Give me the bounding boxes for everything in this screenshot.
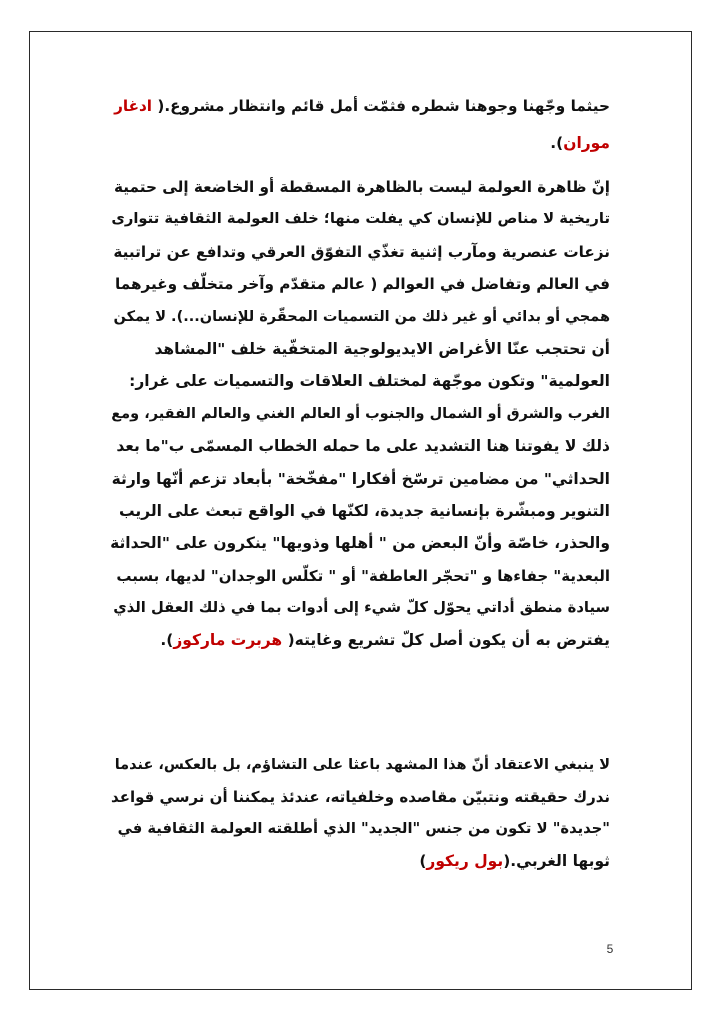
paragraph-2 <box>110 171 610 657</box>
text-line: ذلك لا يفوتنا هنا التشديد على ما حمله الخطاب المسمّى ب"ما بعد <box>116 437 610 456</box>
text-line: يفترض به أن يكون أصل كلّ تشريع وغايته( هربرت ماركوز). <box>160 631 610 650</box>
page-number: 5 <box>606 942 614 956</box>
paragraph-3 <box>110 749 610 877</box>
text-line: ثوبها الغربي.(بول ريكور) <box>419 852 610 870</box>
text-line: لا ينبغي الاعتقاد أنّ هذا المشهد باعثا على التشاؤم، بل بالعكس، عندما <box>114 757 610 773</box>
text-line: والحذر، خاصّة وأنّ البعض من " أهلها وذويها" ينكرون على "الحداثة <box>110 534 610 553</box>
citation-edgar-morin: ادغار <box>114 97 153 115</box>
text-line: الحداثي" من مضامين ترسّخ أفكارا "مفخّخة" بأبعاد تزعم أنّها وارثة <box>111 469 610 488</box>
text-line: إنّ ظاهرة العولمة ليست بالظاهرة المسقطة أو الخاضعة إلى حتمية <box>114 178 610 196</box>
citation-paul-ricoeur: بول ريكور <box>426 852 504 870</box>
text-line: "جديدة" لا تكون من جنس "الجديد" الذي أطلقته العولمة الثقافية في <box>117 820 610 837</box>
text-line: البعدية" جفاءها و "تحجّر العاطفة" أو " تكلّس الوجدان" لديها، بسبب <box>116 566 610 585</box>
text-line: حيثما وجّهنا وجوهنا شطره فثمّت أمل قائم وانتظار مشروع.( ادغار <box>114 97 610 115</box>
text-line: سيادة منطق أداتي يحوّل كلّ شيء إلى أدوات بما في ذلك العقل الذي <box>113 599 610 617</box>
text-line: نزعات عنصرية ومآرب إثنية تغذّي التفوّق العرقي وتدافع عن تراتبية <box>113 242 610 261</box>
text-line: أن تحتجب عنّا الأغراض الايديولوجية المتخفّية خلف "المشاهد <box>154 339 610 358</box>
text-line: موران). <box>550 134 610 152</box>
text-line: التنوير ومبشّرة بإنسانية جديدة، لكنّها في الواقع تبعث على الريب <box>118 501 610 520</box>
text-line: الغرب والشرق أو الشمال والجنوب أو العالم الغني والعالم الفقير، ومع <box>111 405 610 422</box>
text-line: همجي أو بدائي أو غير ذلك من التسميات المحقّرة للإنسان...). لا يمكن <box>113 308 610 325</box>
text-line: العولمية" وتكون موجّهة لمختلف العلاقات والتسميات على غرار: <box>129 372 610 391</box>
paragraph-1 <box>110 88 610 162</box>
text-line: ندرك حقيقته ونتبيّن مقاصده وخلفياته، عندئذ يمكننا أن نرسي قواعد <box>111 788 610 806</box>
citation-edgar-morin-cont: موران <box>563 134 610 152</box>
text-line: في العالم وتفاضل في العوالم ( عالم متقدّم وآخر متخلّف وغيرهما <box>115 275 610 294</box>
text-line: تاريخية لا مناص للإنسان كي يفلت منها؛ خلف العولمة الثقافية تتوارى <box>111 210 610 228</box>
citation-herbert-marcuse: هربرت ماركوز <box>173 631 283 650</box>
